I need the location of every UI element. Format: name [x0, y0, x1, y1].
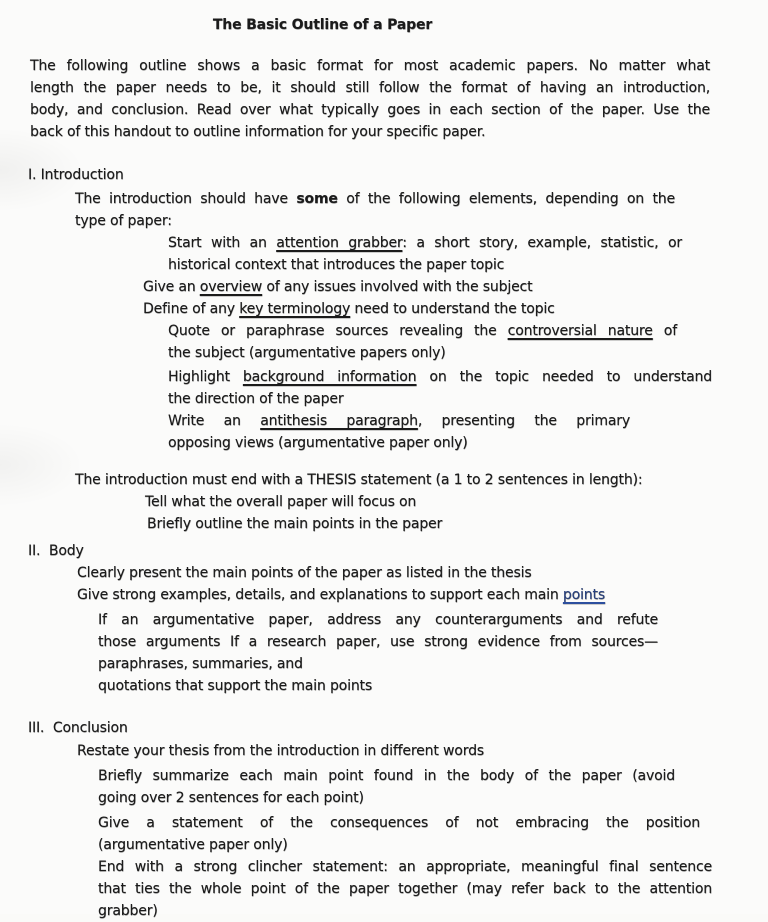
outline-item-background-information — [168, 366, 712, 410]
text-line — [143, 298, 705, 320]
intro-paragraph — [30, 55, 710, 143]
text-segment: I. Introduction — [28, 167, 124, 183]
underlined-term: attention grabber — [276, 235, 403, 251]
text-segment: paraphrases, summaries, and — [98, 656, 303, 672]
text-segment: Tell what the overall paper will focus on — [145, 494, 417, 510]
text-line — [98, 675, 658, 697]
outline-item-attention-grabber — [168, 232, 682, 276]
text-segment: Start with an — [168, 235, 277, 251]
text-segment: II. Body — [28, 543, 84, 559]
bold-text: The Basic Outline of a Paper — [212, 17, 433, 33]
text-line — [143, 276, 705, 298]
text-line — [98, 812, 700, 834]
outline-item-counterarguments — [98, 609, 658, 675]
text-line — [98, 765, 675, 787]
text-line — [98, 878, 712, 900]
text-line — [168, 388, 712, 410]
text-line — [28, 164, 500, 186]
intro-elements-lead — [75, 188, 675, 232]
text-segment: The introduction should have — [75, 191, 297, 207]
text-line — [30, 121, 710, 143]
thesis-statement-lead — [75, 469, 712, 491]
outline-item-restate-thesis — [77, 740, 712, 762]
underlined-term: background information — [242, 369, 417, 385]
text-segment: : a short story, example, statistic, or — [402, 235, 682, 251]
text-segment: End with a strong clincher statement: an appropriate, meaningful final sentence — [98, 859, 712, 875]
document-title — [0, 14, 645, 36]
outline-item-clincher — [98, 856, 712, 922]
text-segment: The following outline shows a basic format for most academic papers. No matter what — [30, 58, 710, 74]
text-line — [168, 366, 712, 388]
text-segment: Give strong examples, details, and explanations to support each main — [77, 587, 563, 603]
text-segment: length the paper needs to be, it should still follow the format of having an introduction, — [30, 80, 710, 96]
text-segment: The introduction must end with a THESIS statement (a 1 to 2 sentences in length): — [75, 472, 643, 488]
text-segment: (argumentative paper only) — [98, 837, 288, 853]
text-line — [28, 717, 500, 739]
text-segment: quotations that support the main points — [98, 678, 373, 694]
text-segment: historical context that introduces the paper topic — [168, 257, 505, 273]
text-segment: on the topic needed to understand — [416, 369, 712, 385]
text-line — [145, 491, 705, 513]
text-line — [98, 856, 712, 878]
text-segment: If an argumentative paper, address any counterarguments and refute — [98, 612, 658, 628]
text-segment: Restate your thesis from the introduction in different words — [77, 743, 484, 759]
underlined-term: antithesis paragraph — [260, 413, 418, 429]
outline-item-consequences — [98, 812, 700, 856]
text-line — [168, 320, 677, 342]
text-segment: that ties the whole point of the paper together (may refer back to the attention — [98, 881, 712, 897]
text-line — [98, 609, 658, 631]
outline-item-thesis-main-points — [147, 513, 705, 535]
outline-item-controversial-nature — [168, 320, 677, 364]
text-line — [168, 254, 682, 276]
section-heading-body — [28, 540, 500, 562]
text-segment: III. Conclusion — [28, 720, 128, 736]
outline-item-strong-examples — [77, 584, 712, 606]
text-line — [98, 787, 675, 809]
text-segment: , presenting the primary — [417, 413, 630, 429]
text-line — [0, 14, 645, 36]
text-line — [98, 834, 700, 856]
outline-item-thesis-focus — [145, 491, 705, 513]
text-segment: grabber) — [98, 903, 158, 919]
text-segment: the direction of the paper — [168, 391, 344, 407]
text-line — [98, 653, 658, 675]
outline-item-main-points — [77, 562, 712, 584]
text-line — [98, 631, 658, 653]
text-line — [75, 188, 675, 210]
text-segment: Give an — [143, 279, 200, 295]
text-segment: of the following elements, depending on the — [337, 191, 675, 207]
text-line — [30, 55, 710, 77]
text-line — [75, 210, 675, 232]
underlined-term-blue: points — [562, 587, 606, 603]
text-segment: back of this handout to outline information for your specific paper. — [30, 124, 486, 140]
text-segment: body, and conclusion. Read over what typically goes in each section of the paper. Use the — [30, 102, 710, 118]
text-line — [168, 232, 682, 254]
text-line — [77, 740, 712, 762]
text-line — [30, 77, 710, 99]
text-segment: need to understand the topic — [350, 301, 555, 317]
outline-item-key-terminology — [143, 298, 705, 320]
text-segment: Highlight — [168, 369, 243, 385]
text-segment: Define of any — [143, 301, 240, 317]
text-segment: Clearly present the main points of the paper as listed in the thesis — [77, 565, 532, 581]
outline-item-overview — [143, 276, 705, 298]
text-segment: of any issues involved with the subject — [262, 279, 533, 295]
outline-item-antithesis-paragraph — [168, 410, 630, 454]
text-segment: Quote or paraphrase sources revealing the — [168, 323, 508, 339]
text-segment: going over 2 sentences for each point) — [98, 790, 364, 806]
text-segment: type of paper: — [75, 213, 172, 229]
section-heading-conclusion — [28, 717, 500, 739]
section-heading-introduction — [28, 164, 500, 186]
outline-item-quotations — [98, 675, 658, 697]
text-line — [30, 99, 710, 121]
text-line — [168, 342, 677, 364]
text-line — [168, 432, 630, 454]
text-segment: those arguments If a research paper, use strong evidence from sources— — [98, 634, 658, 650]
underlined-term: controversial nature — [507, 323, 653, 339]
text-line — [77, 562, 712, 584]
underlined-term: key terminology — [239, 301, 351, 317]
text-segment: Write an — [168, 413, 261, 429]
text-segment: Give a statement of the consequences of not embracing the position — [98, 815, 700, 831]
text-line — [98, 900, 712, 922]
bold-text: some — [296, 191, 338, 207]
text-segment: of — [652, 323, 677, 339]
text-line — [28, 540, 500, 562]
text-segment: the subject (argumentative papers only) — [168, 345, 446, 361]
text-line — [147, 513, 705, 535]
text-line — [75, 469, 712, 491]
text-segment: Briefly summarize each main point found in the body of the paper (avoid — [98, 768, 675, 784]
underlined-term: overview — [199, 279, 263, 295]
text-segment: Briefly outline the main points in the paper — [147, 516, 443, 532]
text-line — [168, 410, 630, 432]
text-segment: opposing views (argumentative paper only) — [168, 435, 468, 451]
text-line — [77, 584, 712, 606]
outline-item-summarize — [98, 765, 675, 809]
